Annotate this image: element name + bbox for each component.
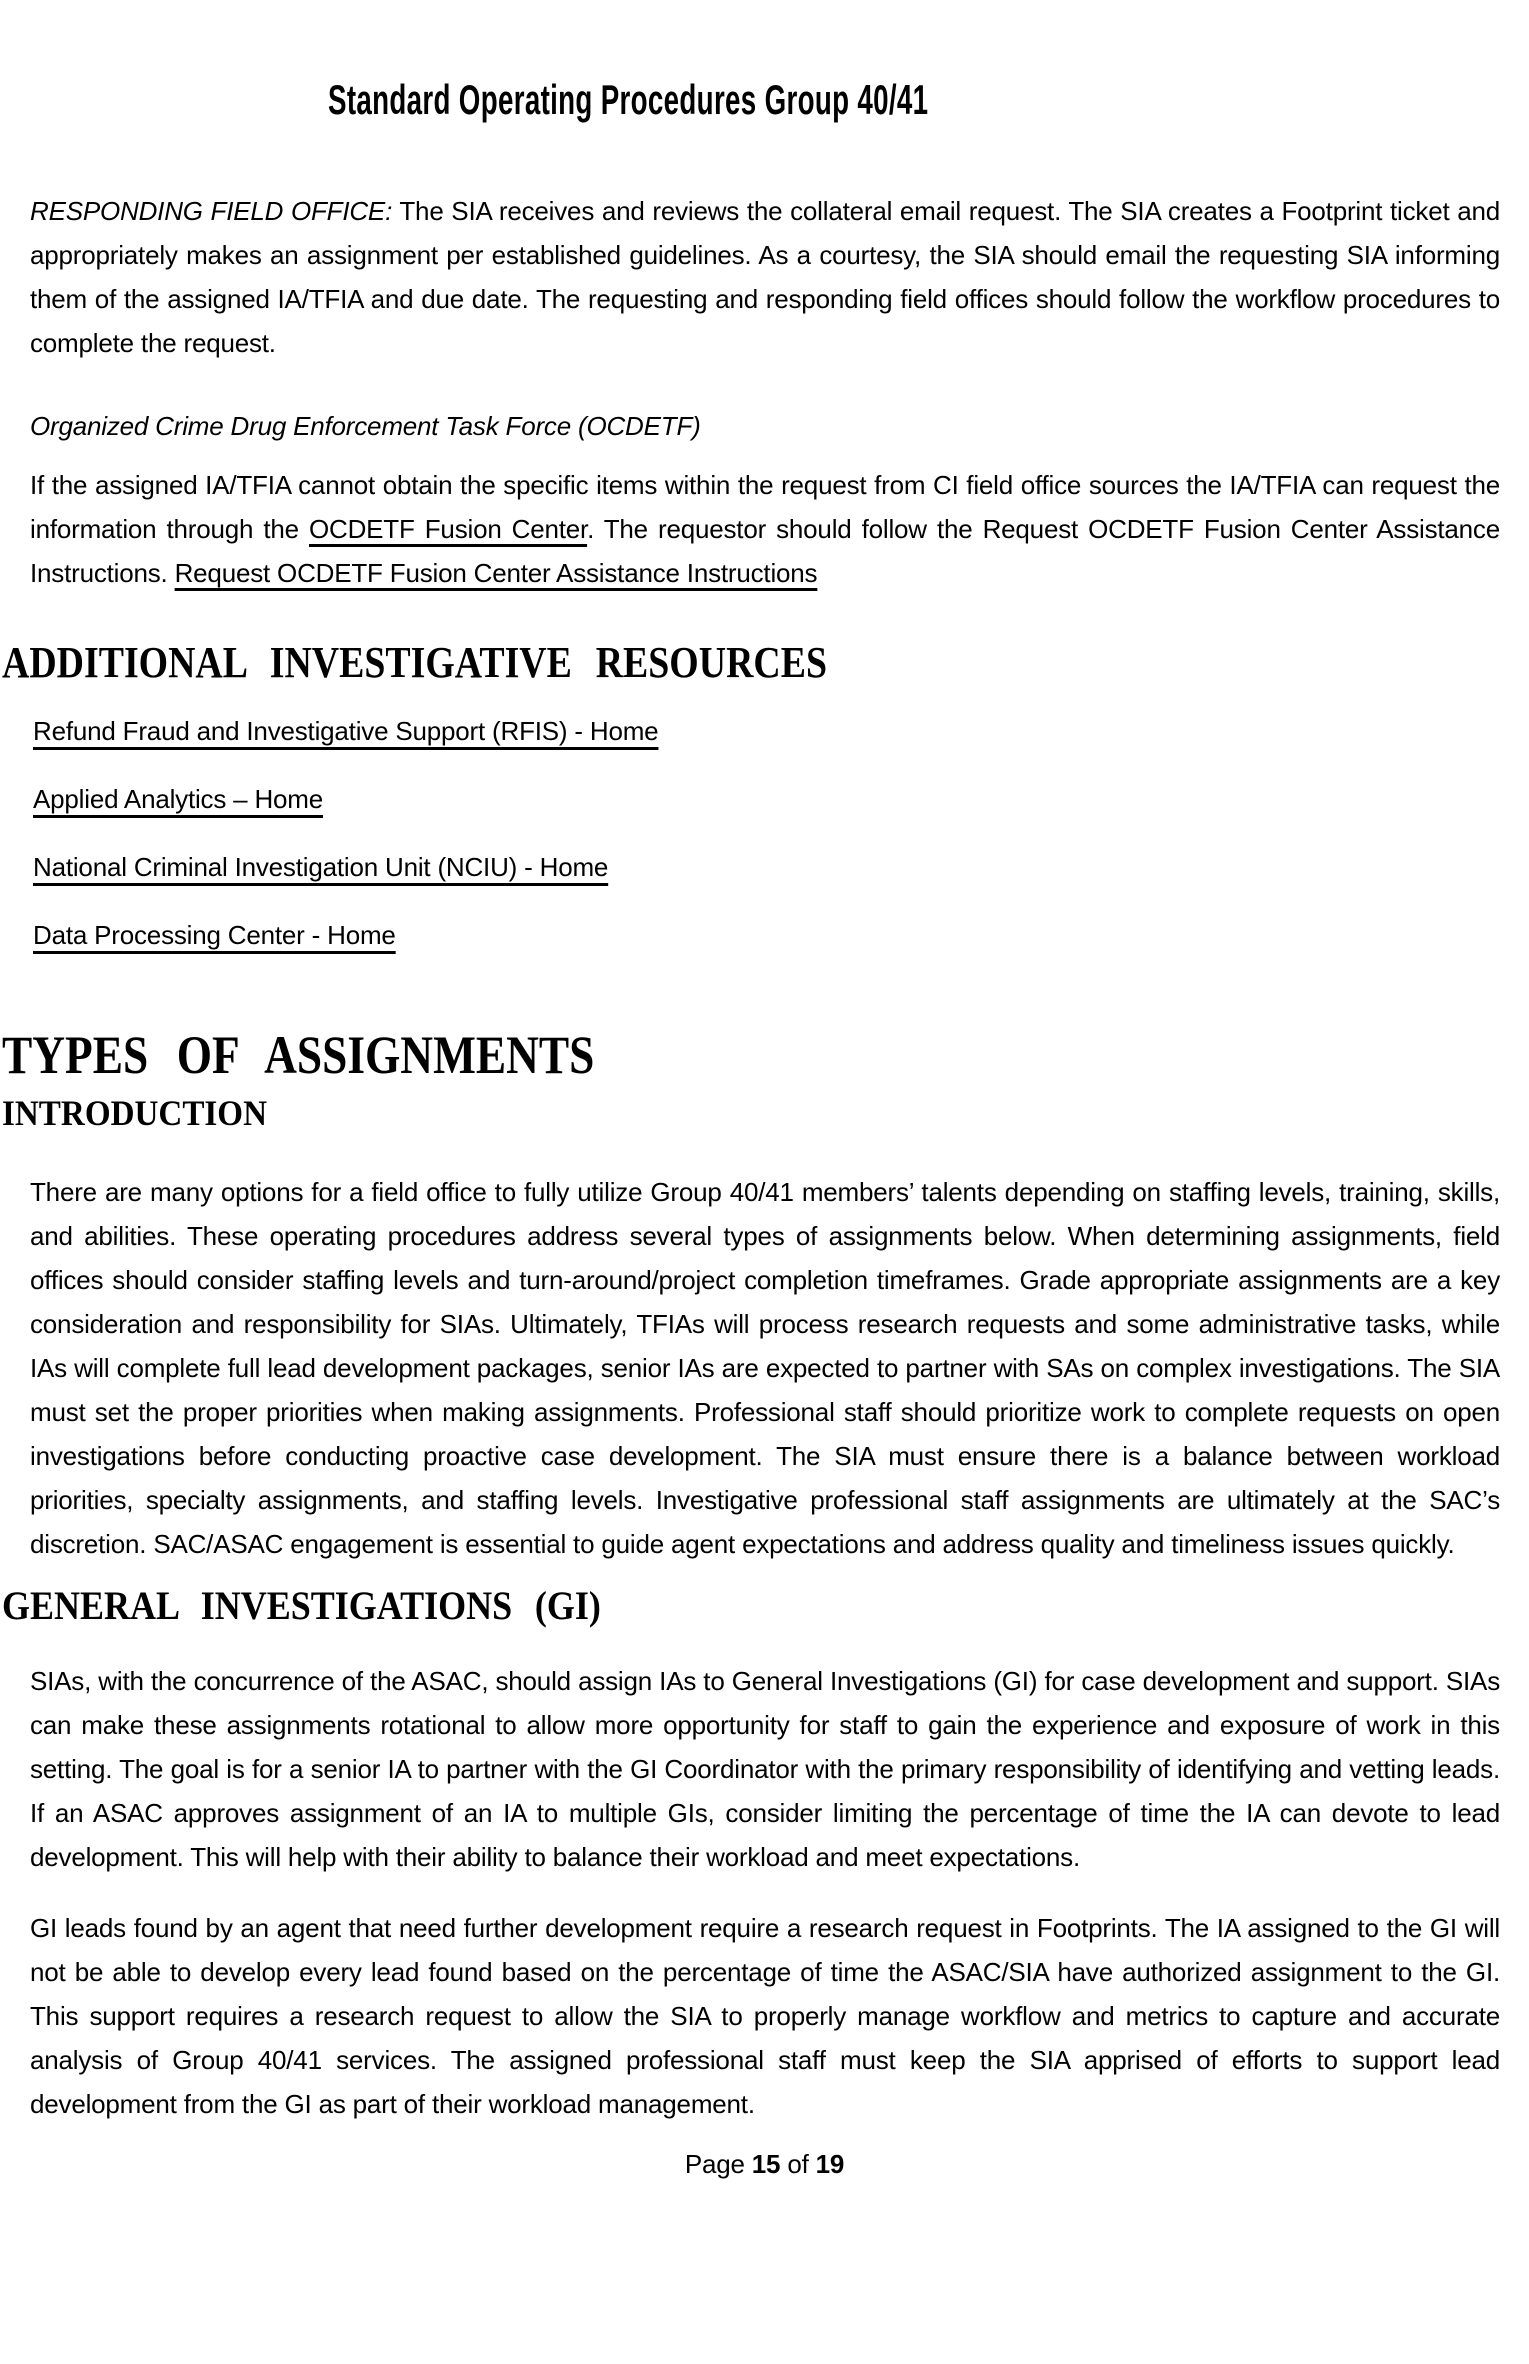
applied-analytics-home-link[interactable]: Applied Analytics – Home: [33, 784, 324, 814]
introduction-heading: INTRODUCTION: [2, 1093, 268, 1133]
nciu-home-link[interactable]: National Criminal Investigation Unit (NCIU) - Home: [33, 852, 609, 882]
ocdetf-subheading: Organized Crime Drug Enforcement Task Force (OCDETF): [30, 411, 701, 441]
additional-investigative-resources-heading: ADDITIONAL INVESTIGATIVE RESOURCES: [2, 638, 828, 687]
responding-field-office-body: The SIA receives and reviews the collateral email request. The SIA creates a Footprint ticket and appropriately makes an assignment per established guidelines. As a courtesy, the SIA should email the requesting SIA informing them of the assigned IA/TFIA and due date. The requesting and responding field offices should follow the workflow procedures to complete the request.: [30, 196, 1501, 358]
data-processing-center-home-link[interactable]: Data Processing Center - Home: [33, 920, 396, 950]
responding-field-office-lead: RESPONDING FIELD OFFICE:: [30, 196, 393, 226]
general-investigations-heading: GENERAL INVESTIGATIONS (GI): [2, 1583, 601, 1628]
request-ocdetf-instructions-link[interactable]: Request OCDETF Fusion Center Assistance Instructions: [174, 558, 818, 588]
page-footer: [0, 2142, 1529, 2186]
document-title: Standard Operating Procedures Group 40/41: [328, 76, 929, 123]
ocdetf-paragraph: [30, 463, 1500, 595]
general-investigations-paragraph-1: SIAs, with the concurrence of the ASAC, should assign IAs to General Investigations (GI) for case development and support. SIAs can make these assignments rotational to allow more opportunity for staff to gain the experience and exposure of work in this setting. The goal is for a senior IA to partner with the GI Coordinator with the primary responsibility of identifying and vetting leads. If an ASAC approves assignment of an IA to multiple GIs, consider limiting the percentage of time the IA can devote to lead development. This will help with their ability to balance their workload and meet expectations.: [30, 1666, 1500, 1872]
refund-fraud-rfis-home-link[interactable]: Refund Fraud and Investigative Support (RFIS) - Home: [33, 716, 659, 746]
footer-page-word: Page: [684, 2149, 745, 2179]
footer-page-number: 15: [751, 2149, 781, 2179]
responding-field-office-paragraph: [30, 189, 1500, 365]
ocdetf-paragraph-text-2: . The requestor should follow the Request OCDETF Fusion Center Assistance Instructions.: [30, 514, 1500, 588]
ocdetf-fusion-center-link[interactable]: OCDETF Fusion Center: [308, 514, 588, 544]
types-of-assignments-heading: TYPES OF ASSIGNMENTS: [2, 1025, 595, 1085]
ocdetf-paragraph-text-1: If the assigned IA/TFIA cannot obtain the specific items within the request from CI field office sources the IA/TFIA can request the information through the: [30, 470, 1500, 544]
footer-total-pages: 19: [815, 2149, 845, 2179]
footer-of-word: of: [787, 2149, 809, 2179]
introduction-paragraph: There are many options for a field office to fully utilize Group 40/41 members’ talents depending on staffing levels, training, skills, and abilities. These operating procedures address several types of assignments below. When determining assignments, field offices should consider staffing levels and turn-around/project completion timeframes. Grade appropriate assignments are a key consideration and responsibility for SIAs. Ultimately, TFIAs will process research requests and some administrative tasks, while IAs will complete full lead development packages, senior IAs are expected to partner with SAs on complex investigations. The SIA must set the proper priorities when making assignments. Professional staff should prioritize work to complete requests on open investigations before conducting proactive case development. The SIA must ensure there is a balance between workload priorities, specialty assignments, and staffing levels. Investigative professional staff assignments are ultimately at the SAC’s discretion. SAC/ASAC engagement is essential to guide agent expectations and address quality and timeliness issues quickly.: [30, 1177, 1500, 1559]
title-row: [328, 0, 1529, 122]
general-investigations-paragraph-2: GI leads found by an agent that need further development require a research request in Footprints. The IA assigned to the GI will not be able to develop every lead found based on the percentage of time the ASAC/SIA have authorized assignment to the GI. This support requires a research request to allow the SIA to properly manage workflow and metrics to capture and accurate analysis of Group 40/41 services. The assigned professional staff must keep the SIA apprised of efforts to support lead development from the GI as part of their workload management.: [30, 1913, 1500, 2119]
